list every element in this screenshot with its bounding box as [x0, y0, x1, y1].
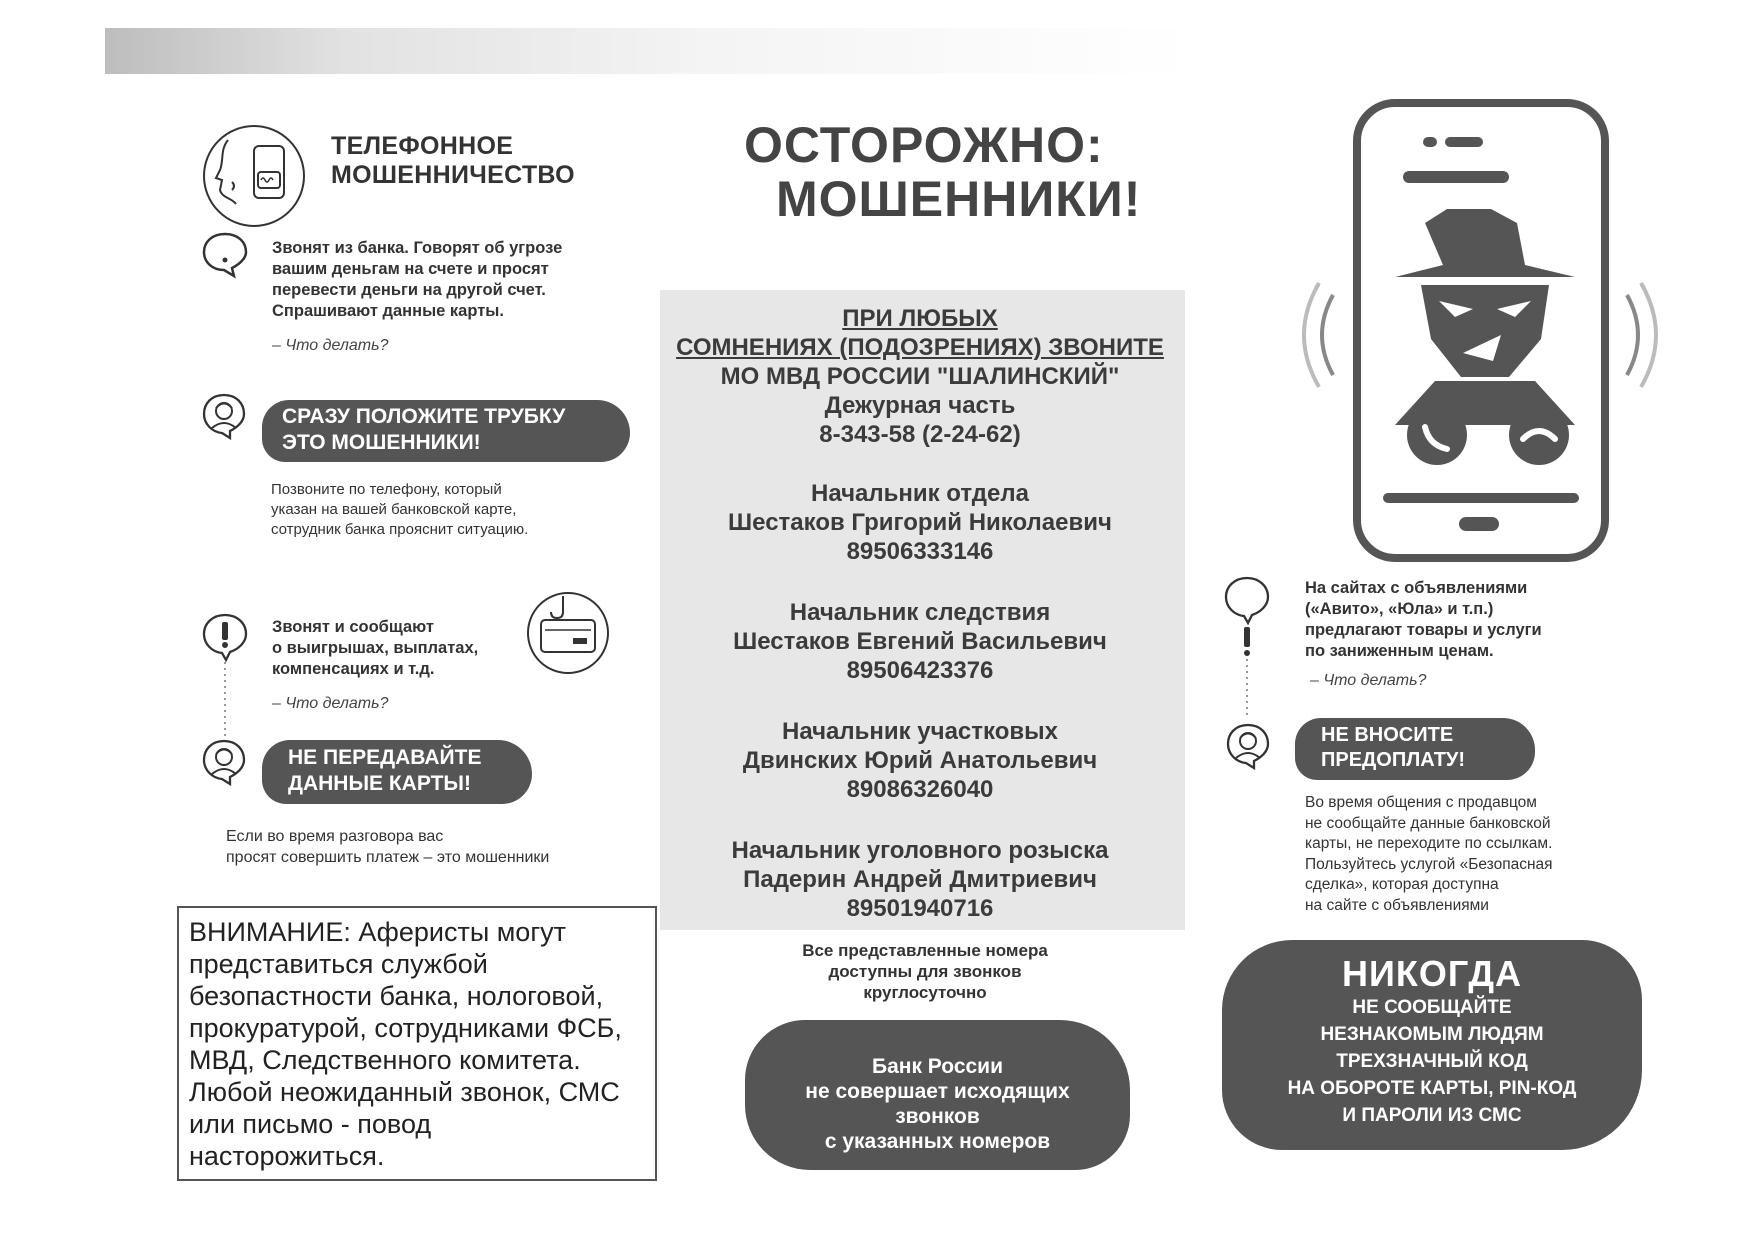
contact-entry: [620, 479, 1220, 566]
tip-text: [271, 480, 528, 540]
warning-line: безопастности банка, нологовой,: [189, 981, 604, 1011]
person-avatar-icon: [200, 738, 248, 786]
scenario-line: Звонят из банка. Говорят об угрозе: [272, 239, 563, 257]
tip-line: Позвоните по телефону, который: [271, 481, 502, 498]
page-title: [720, 118, 1140, 226]
call-heading-line: СОМНЕНИЯХ (ПОДОЗРЕНИЯХ) ЗВОНИТЕ: [676, 334, 1164, 361]
never-line: НЕ СООБЩАЙТЕ: [1352, 997, 1512, 1018]
scenario-text: [272, 238, 562, 322]
advice-banner: [1295, 718, 1535, 780]
contact-entry: [620, 598, 1220, 685]
person-avatar-icon: [200, 392, 248, 440]
scenario-line: вашим деньгам на счете и просят: [272, 260, 549, 278]
contact-phone: 89501940716: [846, 895, 994, 922]
advice-banner: [262, 400, 630, 462]
tip-line: карты, не переходите по ссылкам.: [1305, 835, 1553, 852]
bank-line: звонков: [895, 1105, 980, 1128]
scenario-text: [1305, 578, 1542, 662]
warning-line: насторожиться.: [189, 1141, 385, 1171]
never-line: ТРЕХЗНАЧНЫЙ КОД: [1336, 1051, 1528, 1072]
duty-phone: 8-343-58 (2-24-62): [819, 421, 1021, 448]
tip-line: Во время общения с продавцом: [1305, 794, 1537, 811]
scan-header-strip: [105, 28, 1195, 74]
scenario-line: о выигрышах, выплатах,: [272, 639, 479, 657]
advice-banner: [262, 740, 532, 804]
advice-line: СРАЗУ ПОЛОЖИТЕ ТРУБКУ: [282, 405, 566, 428]
section-title: [331, 132, 575, 190]
card-hook-icon: [525, 590, 611, 676]
advice-line: НЕ ПЕРЕДАВАЙТЕ: [288, 746, 482, 769]
contact-phone: 89086326040: [846, 776, 994, 803]
contact-name: Шестаков Евгений Васильевич: [733, 628, 1107, 655]
contact-role: Начальник участковых: [782, 718, 1058, 745]
contact-phone: 89506333146: [846, 538, 994, 565]
contact-name: Двинских Юрий Анатольевич: [742, 747, 1098, 774]
tip-line: сделка», которая доступна: [1305, 876, 1499, 893]
org-name: МО МВД РОССИИ "ШАЛИНСКИЙ": [720, 363, 1120, 390]
scenario-line: перевести деньги на другой счет.: [272, 281, 546, 299]
contact-entry: [620, 717, 1220, 804]
contacts-block: [620, 304, 1220, 923]
tip-line: на сайте с объявлениями: [1305, 896, 1489, 914]
warning-line: МВД, Следственного комитета.: [189, 1045, 581, 1075]
contact-role: Начальник уголовного розыска: [731, 837, 1109, 864]
tip-line: сотрудник банка прояснит ситуацию.: [271, 521, 529, 538]
warning-line: Любой неожиданный звонок, СМС: [189, 1077, 620, 1107]
what-to-do-label: – Что делать?: [272, 695, 389, 712]
scenario-line: по заниженным ценам.: [1305, 642, 1494, 660]
scenario-line: предлагают товары и услуги: [1305, 621, 1542, 639]
spy-phone-icon: [1285, 95, 1675, 570]
advice-line: ПРЕДОПЛАТУ!: [1321, 749, 1466, 771]
tip-text: [226, 826, 549, 868]
never-line: НА ОБОРОТЕ КАРТЫ, PIN-КОД: [1287, 1078, 1577, 1099]
bank-line: не совершает исходящих: [805, 1080, 1070, 1103]
person-avatar-icon: [1224, 722, 1272, 770]
scenario-line: Спрашивают данные карты.: [272, 302, 504, 320]
warning-line: или письмо - повод: [189, 1109, 432, 1139]
tip-line: не сообщайте данные банковской: [1305, 814, 1551, 832]
availability-line: доступны для звонков: [828, 962, 1022, 981]
duty-label: Дежурная часть: [824, 392, 1016, 419]
never-line: НЕЗНАКОМЫМ ЛЮДЯМ: [1320, 1024, 1544, 1045]
contact-entry: [620, 836, 1220, 923]
scenario-line: («Авито», «Юла» и т.п.): [1305, 600, 1494, 618]
tip-line: Пользуйтесь услугой «Безопасная: [1305, 855, 1553, 873]
bank-line: с указанных номеров: [824, 1130, 1051, 1153]
contact-role: Начальник отдела: [811, 480, 1029, 507]
title-line: ОСТОРОЖНО:: [744, 117, 1104, 173]
scenario-line: Звонят и сообщают: [272, 618, 434, 636]
scenario-line: На сайтах с объявлениями: [1305, 579, 1528, 597]
contact-name: Шестаков Григорий Николаевич: [728, 509, 1112, 536]
title-line: МОШЕННИКИ!: [776, 171, 1142, 227]
availability-note: [760, 940, 1090, 1003]
warning-line: ВНИМАНИЕ: Аферисты могут: [189, 917, 567, 947]
what-to-do-label: – Что делать?: [272, 337, 389, 354]
advice-line: НЕ ВНОСИТЕ: [1321, 724, 1454, 746]
section-title-line: МОШЕННИЧЕСТВО: [331, 161, 575, 189]
warning-box: [177, 906, 657, 1181]
availability-line: Все представленные номера: [802, 941, 1048, 960]
exclamation-bubble-icon: [200, 612, 250, 742]
contact-phone: 89506423376: [846, 657, 994, 684]
call-heading-line: ПРИ ЛЮБЫХ: [842, 305, 998, 332]
bank-line: Банк России: [871, 1055, 1003, 1078]
bank-notice-banner: [745, 1020, 1130, 1170]
never-banner: [1222, 940, 1642, 1150]
tip-line: указан на вашей банковской карте,: [271, 501, 517, 518]
advice-line: ДАННЫЕ КАРТЫ!: [288, 772, 471, 795]
tip-text: [1305, 793, 1553, 916]
section-title-line: ТЕЛЕФОННОЕ: [331, 132, 514, 160]
warning-line: прокуратурой, сотрудниками ФСБ,: [189, 1013, 622, 1043]
scenario-line: компенсациях и т.д.: [272, 660, 435, 678]
never-line: И ПАРОЛИ ИЗ СМС: [1342, 1105, 1522, 1126]
talking-head-phone-icon: [198, 120, 316, 228]
speech-bubble-icon: [200, 230, 250, 280]
tip-line: просят совершить платеж – это мошенники: [226, 849, 550, 866]
warning-line: представиться службой: [189, 949, 488, 979]
tip-line: Если во время разговора вас: [226, 828, 444, 845]
scenario-text: [272, 617, 478, 680]
contact-name: Падерин Андрей Дмитриевич: [743, 866, 1097, 893]
contact-role: Начальник следствия: [789, 599, 1051, 626]
advice-line: ЭТО МОШЕННИКИ!: [282, 431, 481, 454]
never-title: НИКОГДА: [1341, 953, 1522, 994]
availability-line: круглосуточно: [863, 983, 987, 1002]
what-to-do-label: – Что делать?: [1310, 672, 1427, 689]
